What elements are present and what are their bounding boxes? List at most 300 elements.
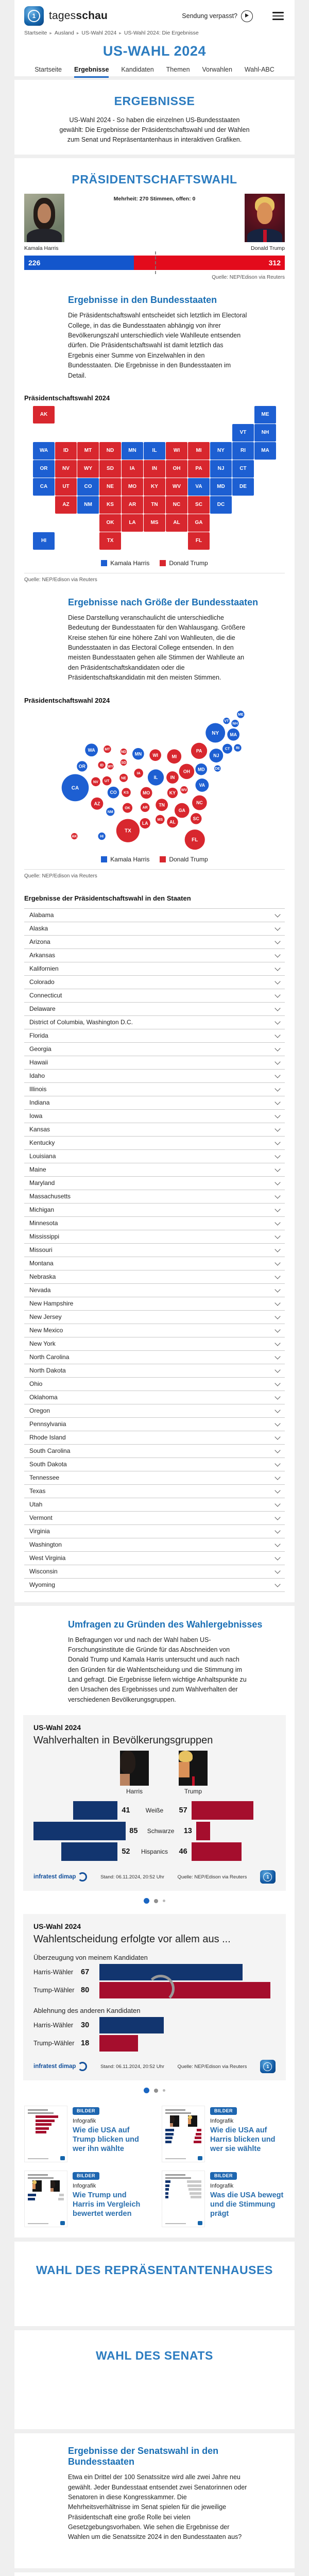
states-text: Die Präsidentschaftswahl entscheidet sich letztlich im Electoral College, in das die Bundesstaaten abhängig von ihrer Bevölkerungszahl unterschiedlich viele Wahlleute entsenden dürfen. Die Präsidentschaftswahl ist damit letztlich das Ergebnis einer Summe von Einzelwahlen in den Bundesstaaten. Die Ergebnisse in den Bundesstaaten im Detail. bbox=[68, 312, 247, 379]
breadcrumb-item: US-Wahl 2024: Die Ergebnisse bbox=[124, 30, 199, 36]
state-accordion-row[interactable] bbox=[24, 1484, 285, 1498]
teaser-thumbnail bbox=[162, 2171, 205, 2227]
state-accordion-row[interactable] bbox=[24, 1310, 285, 1324]
legend-label: Kamala Harris bbox=[110, 559, 150, 567]
state-accordion-label: North Dakota bbox=[29, 1367, 66, 1374]
teaser-body bbox=[210, 2171, 285, 2227]
widget-wahlentscheidung bbox=[23, 1914, 286, 2080]
state-accordion-label: Wisconsin bbox=[29, 1568, 58, 1575]
chevron-down-icon bbox=[274, 1005, 280, 1011]
state-accordion-row[interactable] bbox=[24, 1082, 285, 1096]
state-tile-GA[interactable]: GA bbox=[188, 514, 210, 532]
state-accordion-label: Indiana bbox=[29, 1099, 50, 1106]
ergebnisse-text: US-Wahl 2024 - So haben die einzelnen US-Bundesstaaten gewählt: Die Ergebnisse der Präsidentschaftswahl und der Wahlen zum Senat und Repräsentantenhaus in interaktiven Grafiken. bbox=[59, 116, 250, 143]
state-tile-HI[interactable]: HI bbox=[33, 532, 55, 550]
state-accordion-row[interactable] bbox=[24, 1297, 285, 1310]
state-tile-DE[interactable]: DE bbox=[232, 478, 254, 496]
harris-column-label: Harris bbox=[126, 1788, 143, 1795]
state-tile-AK[interactable]: AK bbox=[33, 406, 55, 423]
group-label: Schwarze bbox=[147, 1827, 175, 1835]
tab-startseite[interactable]: Startseite bbox=[35, 66, 62, 73]
ard-logo-icon: 1 bbox=[260, 1870, 276, 1884]
value-label: 67 bbox=[81, 1968, 90, 1977]
chevron-down-icon bbox=[274, 1554, 280, 1560]
state-accordion-row[interactable] bbox=[24, 1136, 285, 1149]
harris-bar bbox=[73, 1801, 117, 1820]
value-label: 18 bbox=[81, 2039, 90, 2048]
state-bubble-label: NM bbox=[107, 810, 113, 814]
state-accordion-row[interactable] bbox=[24, 1350, 285, 1364]
state-accordion-row[interactable] bbox=[24, 1511, 285, 1524]
majority-note: Mehrheit: 270 Stimmen, offen: 0 bbox=[113, 196, 196, 202]
chevron-down-icon bbox=[274, 1072, 280, 1078]
chevron-down-icon bbox=[274, 1420, 280, 1426]
teaser-body bbox=[210, 2106, 285, 2162]
state-tile-ME[interactable]: ME bbox=[254, 406, 276, 423]
state-tile-NM[interactable]: NM bbox=[77, 496, 99, 514]
trump-vote-bar: 312 bbox=[134, 256, 285, 270]
state-accordion-row[interactable] bbox=[24, 1431, 285, 1444]
state-accordion-row[interactable] bbox=[24, 1283, 285, 1297]
state-accordion-row[interactable] bbox=[24, 1149, 285, 1163]
state-tile-MD[interactable]: MD bbox=[210, 478, 232, 496]
breadcrumb-separator-icon: ▸ bbox=[76, 30, 79, 36]
state-accordion-row[interactable] bbox=[24, 1096, 285, 1109]
harris-value: 52 bbox=[122, 1848, 130, 1856]
state-accordion-row[interactable] bbox=[24, 1324, 285, 1337]
mini-bar-pair bbox=[165, 2188, 201, 2191]
teaser-card[interactable] bbox=[24, 2106, 147, 2162]
state-tile-MO[interactable]: MO bbox=[122, 478, 143, 496]
bilder-badge: BILDER bbox=[210, 2172, 237, 2180]
state-accordion-row[interactable] bbox=[24, 908, 285, 922]
carousel-dot-active[interactable] bbox=[144, 1898, 149, 1904]
state-tile-ID[interactable]: ID bbox=[55, 442, 77, 460]
state-bubble-label: WV bbox=[181, 788, 187, 792]
chevron-down-icon bbox=[274, 1166, 280, 1172]
mini-text-line bbox=[165, 2177, 191, 2179]
reason-group-label: Überzeugung von meinem Kandidaten bbox=[33, 1954, 148, 1962]
trump-value: 46 bbox=[179, 1848, 187, 1856]
tab-ergebnisse[interactable]: Ergebnisse bbox=[74, 66, 109, 78]
state-bubble-label: NC bbox=[196, 800, 203, 805]
state-tile-AL[interactable]: AL bbox=[166, 514, 187, 532]
state-bubble-label: MI bbox=[171, 753, 177, 759]
state-accordion-row[interactable] bbox=[24, 1069, 285, 1082]
chevron-down-icon bbox=[274, 1286, 280, 1292]
teaser-card[interactable] bbox=[162, 2171, 285, 2227]
voter-group-label: Harris-Wähler bbox=[33, 2022, 74, 2029]
state-tile-WI[interactable]: WI bbox=[166, 442, 187, 460]
state-tile-IL[interactable]: IL bbox=[144, 442, 165, 460]
chevron-down-icon bbox=[274, 911, 280, 917]
infratest-dimap-logo: infratest dimap bbox=[33, 2062, 87, 2071]
umfragen-heading: Umfragen zu Gründen des Wahlergebnisses bbox=[68, 1619, 263, 1630]
state-tile-VA[interactable]: VA bbox=[188, 478, 210, 496]
section-repraesentantenhaus bbox=[14, 2242, 295, 2326]
voter-group-label: Trump-Wähler bbox=[33, 1987, 75, 1994]
state-accordion-label: Kansas bbox=[29, 1126, 50, 1133]
legend-item bbox=[101, 560, 149, 567]
state-bubble-label: GA bbox=[178, 807, 185, 813]
state-tile-PA[interactable]: PA bbox=[188, 460, 210, 478]
state-accordion-row[interactable] bbox=[24, 1109, 285, 1123]
state-tile-AR[interactable]: AR bbox=[122, 496, 143, 514]
chevron-down-icon bbox=[274, 1219, 280, 1225]
state-accordion-row[interactable] bbox=[24, 1216, 285, 1230]
page-title: US-WAHL 2024 bbox=[102, 43, 207, 59]
state-accordion-label: Massachusetts bbox=[29, 1193, 71, 1200]
tab-vorwahlen[interactable]: Vorwahlen bbox=[202, 66, 232, 73]
state-tile-LA[interactable]: LA bbox=[122, 514, 143, 532]
state-bubble-label: WA bbox=[88, 747, 95, 753]
chevron-down-icon bbox=[274, 1380, 280, 1386]
ard-one-icon: 1 bbox=[24, 6, 44, 26]
state-bubble-label: ND bbox=[121, 750, 127, 754]
breadcrumb-separator-icon: ▸ bbox=[119, 30, 122, 36]
harris-photo bbox=[24, 194, 64, 242]
state-bubble-label: KS bbox=[124, 791, 129, 795]
sendung-verpasst-button[interactable] bbox=[179, 10, 256, 23]
state-bubble-label: TX bbox=[125, 828, 131, 834]
state-tile-MI[interactable]: MI bbox=[188, 442, 210, 460]
source-note: Quelle: NEP/Edison via Reuters bbox=[177, 1874, 247, 1880]
state-accordion-row[interactable] bbox=[24, 989, 285, 1002]
chevron-down-icon bbox=[274, 1019, 280, 1024]
state-accordion-row[interactable] bbox=[24, 1471, 285, 1484]
carousel-dot-active[interactable] bbox=[144, 2088, 149, 2093]
state-accordion-label: Delaware bbox=[29, 1005, 56, 1012]
state-accordion-row[interactable] bbox=[24, 1002, 285, 1015]
state-bubble-label: ME bbox=[238, 713, 244, 717]
senatswahl-text: Etwa ein Drittel der 100 Senatssitze wird alle zwei Jahre neu gewählt. Jeder Bundesstaat entsendet zwei Senatorinnen oder Senatoren in diese Kongresskammer. Die Mehrheitsverhältnisse im Senat spielen für die jeweilige Präsidentschaft eine große Rolle bei vielen Gesetzgebungsvorhaben. Wie sehen die Ergebnisse der Wahlen um die Senatssitze 2024 in den Bundesstaaten aus? bbox=[68, 2473, 247, 2541]
harris-vote-bar: 226 bbox=[24, 256, 134, 270]
tagesschau-logo[interactable] bbox=[24, 6, 108, 26]
teaser-kicker: Infografik bbox=[73, 2183, 96, 2190]
state-tile-VT[interactable]: VT bbox=[232, 424, 254, 442]
state-accordion-label: Missouri bbox=[29, 1246, 53, 1253]
chevron-down-icon bbox=[274, 938, 280, 944]
ard-logo-icon bbox=[60, 2221, 65, 2225]
state-accordion-row[interactable] bbox=[24, 1404, 285, 1417]
state-tile-MS[interactable]: MS bbox=[144, 514, 165, 532]
state-accordion-row[interactable] bbox=[24, 1565, 285, 1578]
state-tile-SD[interactable]: SD bbox=[99, 460, 121, 478]
chevron-down-icon bbox=[274, 1340, 280, 1346]
state-bubble-label: HI bbox=[100, 835, 104, 839]
state-tile-WV[interactable]: WV bbox=[166, 478, 187, 496]
state-accordion-row[interactable] bbox=[24, 1578, 285, 1591]
state-tile-IA[interactable]: IA bbox=[122, 460, 143, 478]
state-accordion-row[interactable] bbox=[24, 1190, 285, 1203]
mini-portrait bbox=[32, 2180, 42, 2192]
trump-column-label: Trump bbox=[184, 1788, 202, 1795]
bubble-map-label: Präsidentschaftswahl 2024 bbox=[24, 696, 110, 704]
ard-logo-icon bbox=[60, 2156, 65, 2160]
chevron-down-icon bbox=[274, 1233, 280, 1239]
state-accordion-label: Nevada bbox=[29, 1286, 51, 1294]
state-accordion-row[interactable] bbox=[24, 1176, 285, 1190]
state-accordion-row[interactable] bbox=[24, 1458, 285, 1471]
senat-heading: WAHL DES SENATS bbox=[96, 2349, 213, 2363]
state-accordion-row[interactable] bbox=[24, 1243, 285, 1257]
chevron-down-icon bbox=[274, 1407, 280, 1413]
size-heading: Ergebnisse nach Größe der Bundesstaaten bbox=[68, 597, 259, 607]
state-tile-OK[interactable]: OK bbox=[99, 514, 121, 532]
source-note: Quelle: NEP/Edison via Reuters bbox=[24, 869, 285, 879]
state-bubble-label: AZ bbox=[94, 801, 100, 806]
state-tile-WA[interactable]: WA bbox=[33, 442, 55, 460]
state-tile-KY[interactable]: KY bbox=[144, 478, 165, 496]
state-tile-TX[interactable]: TX bbox=[99, 532, 121, 550]
state-bubble-label: SD bbox=[121, 760, 126, 765]
breadcrumb-item[interactable]: Startseite bbox=[24, 30, 47, 36]
section-praesidentschaftswahl bbox=[14, 158, 295, 1602]
bilder-badge: BILDER bbox=[73, 2172, 99, 2180]
state-bubble-label: WI bbox=[152, 752, 158, 758]
state-accordion-label: New Jersey bbox=[29, 1313, 62, 1320]
legend-label: Donald Trump bbox=[169, 559, 208, 567]
state-accordion-row[interactable] bbox=[24, 1417, 285, 1431]
state-accordion-row[interactable] bbox=[24, 1538, 285, 1551]
chevron-down-icon bbox=[274, 1474, 280, 1480]
state-accordion-label: Arizona bbox=[29, 938, 50, 945]
state-accordion-row[interactable] bbox=[24, 948, 285, 962]
state-accordion-row[interactable] bbox=[24, 1498, 285, 1511]
state-accordion-label: Illinois bbox=[29, 1086, 47, 1093]
teaser-body bbox=[73, 2106, 147, 2162]
chevron-down-icon bbox=[274, 1099, 280, 1105]
state-accordion-label: Alaska bbox=[29, 925, 48, 932]
chevron-down-icon bbox=[274, 1541, 280, 1547]
state-accordion-row[interactable] bbox=[24, 1230, 285, 1243]
state-accordion-label: Minnesota bbox=[29, 1219, 58, 1227]
mini-bar-pair bbox=[165, 2141, 201, 2143]
majority-marker bbox=[155, 251, 156, 274]
state-accordion-row[interactable] bbox=[24, 1203, 285, 1216]
mini-portrait bbox=[50, 2180, 60, 2192]
carousel-dot[interactable] bbox=[163, 1900, 166, 1903]
state-tile-SC[interactable]: SC bbox=[188, 496, 210, 514]
trump-value: 13 bbox=[183, 1827, 192, 1836]
state-tile-MN[interactable]: MN bbox=[122, 442, 143, 460]
teaser-card[interactable] bbox=[24, 2171, 147, 2227]
state-bubble-label: FL bbox=[192, 837, 198, 843]
mini-footer-line bbox=[165, 2158, 186, 2160]
mini-bar-pair bbox=[165, 2133, 201, 2136]
state-bubble-label: NH bbox=[232, 722, 238, 726]
state-accordion-row[interactable] bbox=[24, 922, 285, 935]
state-accordion-row[interactable] bbox=[24, 1056, 285, 1069]
state-tile-AZ[interactable]: AZ bbox=[55, 496, 77, 514]
state-accordion-row[interactable] bbox=[24, 975, 285, 989]
state-accordion-row[interactable] bbox=[24, 1257, 285, 1270]
state-accordion-row[interactable] bbox=[24, 1042, 285, 1056]
harris-bar-zone bbox=[33, 1801, 117, 1820]
infratest-dimap-logo: infratest dimap bbox=[33, 1872, 87, 1882]
section-tabs bbox=[24, 66, 285, 78]
state-tile-OH[interactable]: OH bbox=[166, 460, 187, 478]
state-tile-KS[interactable]: KS bbox=[99, 496, 121, 514]
state-accordion-label: Colorado bbox=[29, 978, 55, 986]
repraesentantenhaus-heading: WAHL DES REPRÄSENTANTENHAUSES bbox=[36, 2263, 273, 2277]
state-tile-NC[interactable]: NC bbox=[166, 496, 187, 514]
chevron-down-icon bbox=[274, 1353, 280, 1359]
state-bubble-label: OR bbox=[78, 763, 85, 769]
state-accordion-row[interactable] bbox=[24, 1270, 285, 1283]
electoral-bubble-map bbox=[26, 708, 283, 852]
widget-title: Wahlverhalten in Bevölkerungsgruppen bbox=[33, 1735, 213, 1747]
state-tile-WY[interactable]: WY bbox=[77, 460, 99, 478]
state-bubble-label: NV bbox=[93, 780, 98, 784]
trump-value: 57 bbox=[179, 1806, 187, 1815]
state-accordion-label: Nebraska bbox=[29, 1273, 56, 1280]
mini-bar bbox=[36, 2127, 48, 2130]
teaser-kicker: Infografik bbox=[73, 2118, 96, 2125]
state-accordion-row[interactable] bbox=[24, 1391, 285, 1404]
tab-wahlabc[interactable]: Wahl-ABC bbox=[244, 66, 274, 73]
chevron-down-icon bbox=[274, 1501, 280, 1506]
reason-group-label: Ablehnung des anderen Kandidaten bbox=[33, 2007, 141, 2015]
state-accordion-label: Washington bbox=[29, 1541, 62, 1548]
mini-bar bbox=[36, 2131, 46, 2133]
carousel-dot[interactable] bbox=[154, 2089, 158, 2093]
trump-bar-zone bbox=[192, 1842, 276, 1861]
stand-note: Stand: 06.11.2024, 20:52 Uhr bbox=[100, 1874, 165, 1880]
state-bubble-label: ID bbox=[100, 763, 104, 767]
harris-bar bbox=[99, 1964, 243, 1980]
mini-bar-pair bbox=[165, 2196, 201, 2198]
state-tile-CT[interactable]: CT bbox=[232, 460, 254, 478]
site-header bbox=[14, 0, 295, 76]
state-accordion-label: Tennessee bbox=[29, 1474, 60, 1481]
mini-text-line bbox=[165, 2109, 185, 2111]
state-accordion-row[interactable] bbox=[24, 1163, 285, 1176]
state-accordion-label: Maine bbox=[29, 1166, 46, 1173]
source-note: Quelle: NEP/Edison via Reuters bbox=[177, 2063, 247, 2070]
trump-bar-zone bbox=[192, 1801, 276, 1820]
chevron-down-icon bbox=[274, 1206, 280, 1212]
state-accordion-row[interactable] bbox=[24, 1337, 285, 1350]
chevron-down-icon bbox=[274, 1434, 280, 1439]
mini-portrait bbox=[170, 2115, 179, 2127]
carousel-dot[interactable] bbox=[154, 1899, 158, 1903]
menu-button[interactable] bbox=[271, 9, 285, 23]
voter-group-label: Harris-Wähler bbox=[33, 1969, 74, 1976]
tab-kandidaten[interactable]: Kandidaten bbox=[121, 66, 154, 73]
chevron-down-icon bbox=[274, 952, 280, 957]
mini-bar-pair bbox=[28, 2194, 64, 2196]
state-tile-NV[interactable]: NV bbox=[55, 460, 77, 478]
state-bubble-label: VT bbox=[224, 719, 229, 723]
chevron-down-icon bbox=[274, 1300, 280, 1306]
state-bubble-label: MA bbox=[230, 732, 237, 737]
state-bubble-label: UT bbox=[104, 779, 110, 783]
state-accordion-row[interactable] bbox=[24, 1551, 285, 1565]
stand-note: Stand: 06.11.2024, 20:52 Uhr bbox=[100, 2063, 165, 2070]
breadcrumb-item[interactable]: Ausland bbox=[54, 30, 74, 36]
teaser-title: Was die USA bewegt und die Stimmung prägt bbox=[210, 2191, 284, 2218]
state-tile-RI[interactable]: RI bbox=[232, 442, 254, 460]
state-accordion-row[interactable] bbox=[24, 1377, 285, 1391]
chevron-down-icon bbox=[274, 925, 280, 930]
breadcrumb-item[interactable]: US-Wahl 2024 bbox=[81, 30, 117, 36]
state-bubble-label: MS bbox=[157, 818, 163, 822]
state-bubble-label: CT bbox=[225, 747, 230, 751]
state-accordion-row[interactable] bbox=[24, 935, 285, 948]
group-label: Weiße bbox=[145, 1807, 164, 1815]
teaser-thumbnail bbox=[24, 2171, 67, 2227]
mini-text-line bbox=[165, 2112, 191, 2114]
widget-kicker: US-Wahl 2024 bbox=[33, 1922, 81, 1931]
state-tile-OR[interactable]: OR bbox=[33, 460, 55, 478]
state-tile-FL[interactable]: FL bbox=[188, 532, 210, 550]
state-accordion-row[interactable] bbox=[24, 1123, 285, 1136]
state-tile-NJ[interactable]: NJ bbox=[210, 460, 232, 478]
widget-title: Wahlentscheidung erfolgte vor allem aus ... bbox=[33, 1934, 231, 1945]
state-tile-MT[interactable]: MT bbox=[77, 442, 99, 460]
state-tile-IN[interactable]: IN bbox=[144, 460, 165, 478]
state-tile-DC[interactable]: DC bbox=[210, 496, 232, 514]
state-tile-MA[interactable]: MA bbox=[254, 442, 276, 460]
state-accordion-label: New Hampshire bbox=[29, 1300, 74, 1307]
state-tile-ND[interactable]: ND bbox=[99, 442, 121, 460]
state-accordion-row[interactable] bbox=[24, 1029, 285, 1042]
state-accordion-row[interactable] bbox=[24, 1524, 285, 1538]
chevron-down-icon bbox=[274, 1313, 280, 1319]
map-label: Präsidentschaftswahl 2024 bbox=[24, 394, 110, 402]
teaser-kicker: Infografik bbox=[210, 2118, 234, 2125]
chevron-down-icon bbox=[274, 1179, 280, 1185]
state-accordion-label: Iowa bbox=[29, 1112, 43, 1120]
state-tile-CA[interactable]: CA bbox=[33, 478, 55, 496]
state-tile-CO[interactable]: CO bbox=[77, 478, 99, 496]
teaser-thumbnail bbox=[24, 2106, 67, 2162]
chevron-down-icon bbox=[274, 1045, 280, 1051]
state-tile-NY[interactable]: NY bbox=[210, 442, 232, 460]
size-text: Diese Darstellung veranschaulicht die unterschiedliche Bedeutung der Bundesstaaten für den Wahlausgang. Größere Kreise stehen für eine höhere Zahl von Wahlleuten, die die Bundesstaaten in das Electoral College entsenden. In den meisten Bundesstaaten gehen alle Stimmen der Wahlleute an den Präsidentschaftskandidaten oder die Präsidentschaftskandidatin mit den meisten Stimmen. bbox=[68, 614, 246, 682]
state-tile-NH[interactable]: NH bbox=[254, 424, 276, 442]
play-icon bbox=[241, 10, 253, 22]
chevron-down-icon bbox=[274, 1126, 280, 1131]
carousel-dot[interactable] bbox=[163, 2089, 166, 2092]
mini-photos bbox=[28, 2180, 64, 2192]
chevron-down-icon bbox=[274, 1273, 280, 1279]
state-bubble-label: IA bbox=[136, 771, 141, 775]
state-bubble-label: IL bbox=[153, 774, 158, 780]
tab-themen[interactable]: Themen bbox=[166, 66, 190, 73]
bilder-badge: BILDER bbox=[210, 2107, 237, 2115]
carousel-dots bbox=[24, 1898, 285, 1904]
state-accordion-row[interactable] bbox=[24, 962, 285, 975]
state-accordion-row[interactable] bbox=[24, 1015, 285, 1029]
teaser-card[interactable] bbox=[162, 2106, 285, 2162]
state-accordion-label: Michigan bbox=[29, 1206, 55, 1213]
state-accordion-row[interactable] bbox=[24, 1364, 285, 1377]
state-tile-UT[interactable]: UT bbox=[55, 478, 77, 496]
chevron-down-icon bbox=[274, 1139, 280, 1145]
state-tile-NE[interactable]: NE bbox=[99, 478, 121, 496]
state-bubble-label: TN bbox=[159, 802, 165, 807]
state-accordion-label: Wyoming bbox=[29, 1581, 55, 1588]
state-accordion-row[interactable] bbox=[24, 1444, 285, 1458]
voter-group-label: Trump-Wähler bbox=[33, 2040, 75, 2047]
state-tile-TN[interactable]: TN bbox=[144, 496, 165, 514]
us-states-map bbox=[24, 406, 285, 554]
trump-bar-zone bbox=[196, 1822, 276, 1840]
legend-item bbox=[160, 856, 208, 863]
group-label: Hispanics bbox=[141, 1848, 168, 1856]
